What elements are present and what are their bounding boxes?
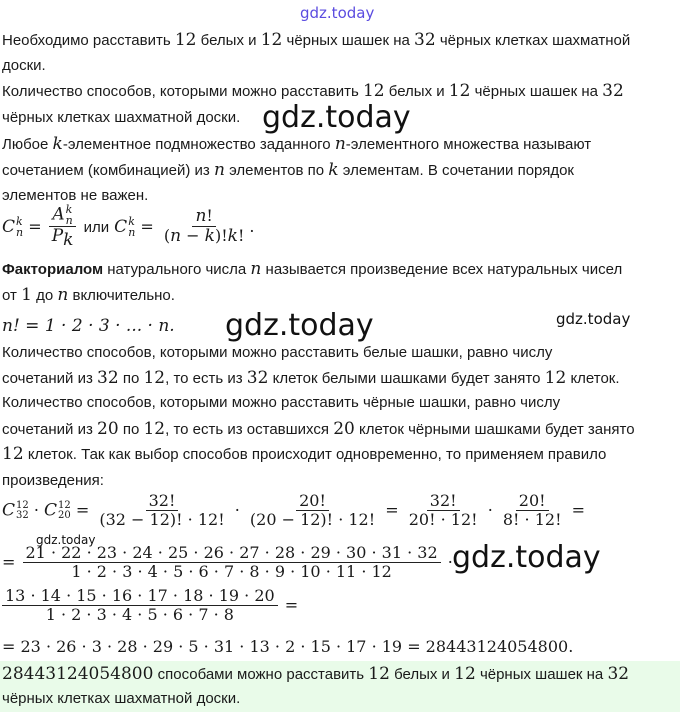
black-line-4: произведения:: [2, 472, 104, 489]
watermark-large-2: gdz.today: [225, 308, 374, 343]
watermark-small-2: gdz.today: [36, 533, 96, 547]
computation-result: = 23 · 26 · 3 · 28 · 29 · 5 · 31 · 13 · 2 · 15 · 17 · 19 = 28443124054800.: [2, 637, 574, 656]
white-line-2: сочетаний из 32 по 12, то есть из 32 клеток белыми шашками будет занято 12 клеток.: [2, 368, 620, 388]
factorial-line-1: Факториалом натурального числа n называется произведение всех натуральных чисел: [2, 259, 623, 279]
black-line-2: сочетаний из 20 по 12, то есть из оставшихся 20 клеток чёрными шашками будет занято: [2, 419, 635, 439]
watermark-top: gdz.today: [300, 4, 375, 22]
black-line-3: 12 клеток. Так как выбор способов происходит одновременно, то применяем правило: [2, 444, 607, 464]
formula-fraction-2: $\frac{n!}{(n - k)!k!}$: [163, 206, 245, 247]
answer-line-1: 28443124054800 способами можно расставить 12 белых и 12 чёрных шашек на 32: [2, 664, 630, 684]
question-line-2: чёрных клетках шахматной доски.: [2, 109, 241, 126]
watermark-small-1: gdz.today: [556, 310, 631, 328]
factorial-line-2: от 1 до n включительно.: [2, 285, 175, 305]
watermark-large-3: gdz.today: [452, 540, 601, 575]
problem-line-1: Необходимо расставить 12 белых и 12 чёрных шашек на 32 чёрных клетках шахматной: [2, 30, 631, 50]
factorial-definition: n! = 1 · 2 · 3 · ... · n.: [2, 316, 175, 336]
question-line-1: Количество способов, которыми можно расставить 12 белых и 12 чёрных шашек на 32: [2, 81, 624, 101]
watermark-large-1: gdz.today: [262, 100, 411, 135]
definition-line-3: элементов не важен.: [2, 187, 149, 204]
combination-formula: C k n = A k n $P_k$ или C k n = $\frac{n!}{(n - k)!k!}$ .: [2, 203, 255, 251]
problem-line-2: доски.: [2, 57, 46, 74]
computation-line-1: C 12 32 · C 12 20 = $\frac{32!}{(32 - 12)! \cdot 12!}$ · $\frac{20!}{(20 - 12)! \cdot 12!}$ = $\frac{32!}{20! \cdot 12!}$ · $\frac{20!}{8! \cdot 12!}$ =: [2, 491, 586, 529]
definition-line-2: сочетанием (комбинацией) из n элементов по k элементам. В сочетании порядок: [2, 160, 574, 180]
definition-line-1: Любое k-элементное подмножество заданного n-элементного множества называют: [2, 134, 592, 154]
formula-fraction-1: A k n $P_k$: [49, 204, 77, 251]
answer-line-2: чёрных клетках шахматной доски.: [2, 690, 241, 707]
white-line-1: Количество способов, которыми можно расставить белые шашки, равно числу: [2, 344, 553, 361]
black-line-1: Количество способов, которыми можно расставить чёрные шашки, равно числу: [2, 394, 561, 411]
computation-line-2: = $\frac{21 \cdot 22 \cdot 23 \cdot 24 \cdot 25 \cdot 26 \cdot 27 \cdot 28 \cdot 29 \cdot 30 \cdot 31 \cdot 32}{1 \cdot 2 \cdot 3 \cdot 4 \cdot 5 \cdot 6 \cdot 7 \cdot 8 \cdot 9 \cdot 10 \cdot 11 \cdot 12}$ ·: [2, 543, 453, 581]
computation-line-3: $\frac{13 \cdot 14 \cdot 15 \cdot 16 \cdot 17 \cdot 18 \cdot 19 \cdot 20}{1 \cdot 2 \cdot 3 \cdot 4 \cdot 5 \cdot 6 \cdot 7 \cdot 8}$ =: [2, 588, 298, 624]
